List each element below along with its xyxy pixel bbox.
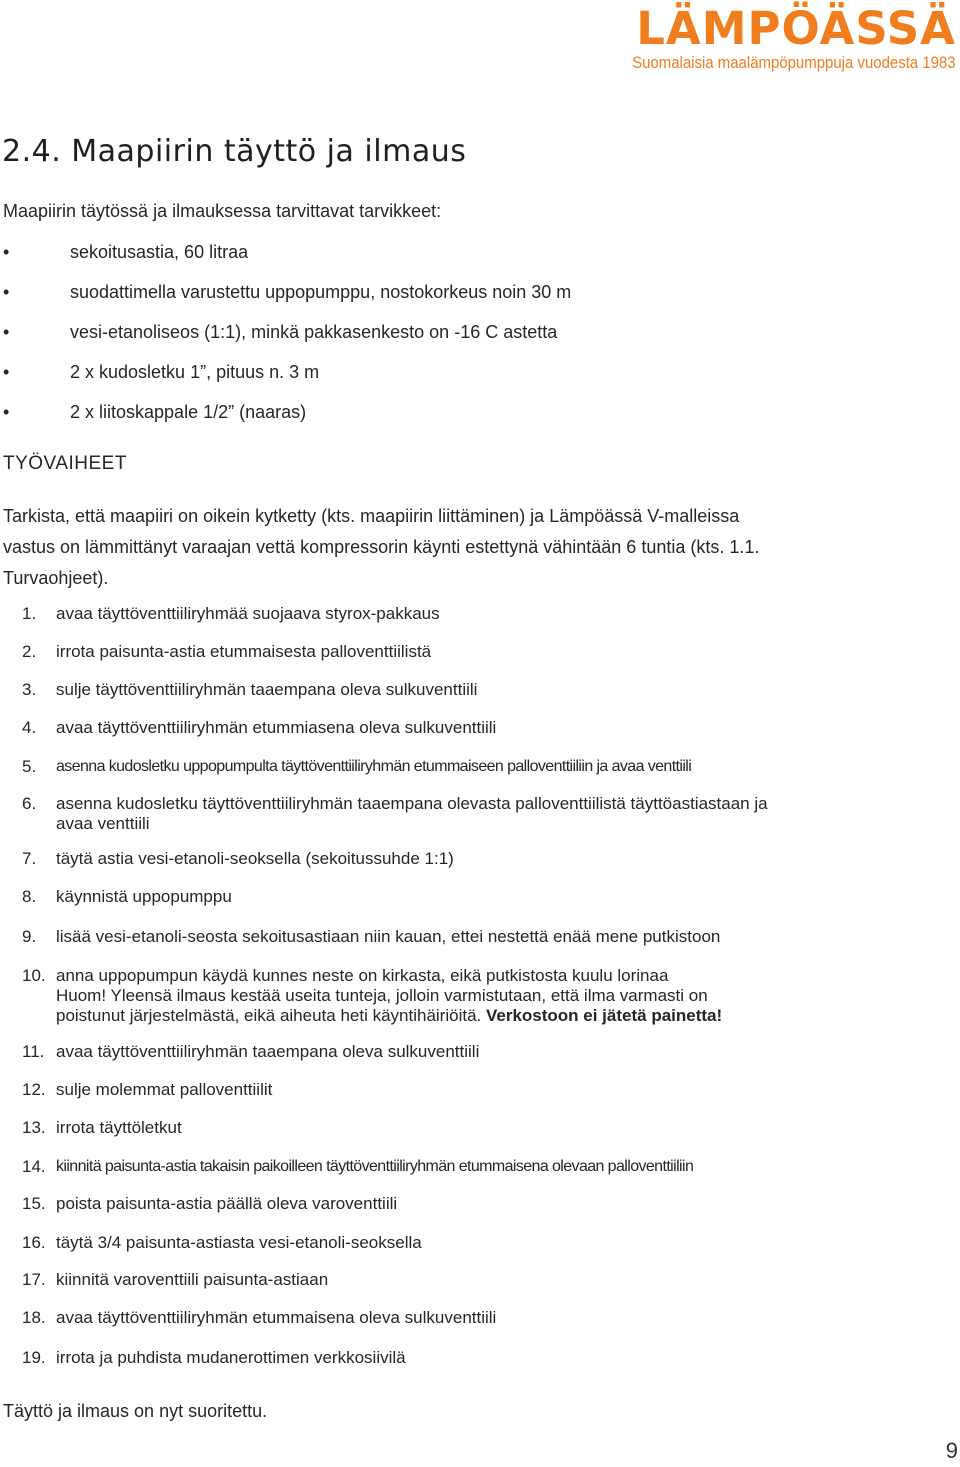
section-heading: TYÖVAIHEET bbox=[3, 453, 127, 474]
step-number: 16. bbox=[22, 1233, 46, 1252]
step-number: 12. bbox=[22, 1080, 46, 1099]
step-number: 11. bbox=[22, 1042, 45, 1061]
bullet-icon: • bbox=[3, 282, 10, 302]
step-number: 9. bbox=[22, 927, 37, 946]
bullet-icon: • bbox=[3, 322, 10, 342]
step-text: irrota ja puhdista mudanerottimen verkkosiivilä bbox=[56, 1348, 406, 1367]
step-number: 3. bbox=[22, 680, 37, 699]
step-number: 4. bbox=[22, 718, 37, 737]
step-number: 15. bbox=[22, 1194, 46, 1213]
step-text: anna uppopumpun käydä kunnes neste on kirkasta, eikä putkistosta kuulu lorinaa bbox=[56, 966, 669, 985]
supply-text: vesi-etanoliseos (1:1), minkä pakkasenkesto on -16 C astetta bbox=[70, 322, 558, 342]
logo-tagline: Suomalaisia maalämpöpumppuja vuodesta 1983 bbox=[632, 53, 956, 72]
step-text: sulje täyttöventtiiliryhmän taaempana oleva sulkuventtiili bbox=[56, 680, 478, 699]
step-warning: Verkostoon ei jätetä painetta! bbox=[485, 1006, 723, 1025]
closing-text: Täyttö ja ilmaus on nyt suoritettu. bbox=[3, 1401, 268, 1421]
step-text: kiinnitä paisunta-astia takaisin paikoilleen täyttöventtiiliryhmän etummaisena olevaan palloventtiiliin bbox=[56, 1158, 694, 1175]
bullet-icon: • bbox=[3, 242, 10, 262]
supply-text: sekoitusastia, 60 litraa bbox=[70, 242, 249, 262]
intro-paragraph: Tarkista, että maapiiri on oikein kytketty (kts. maapiirin liittäminen) ja Lämpöässä V-malleissa vastus on lämmittänyt varaajan vettä kompressorin käynti estettynä vähintään 6 tuntia (kts. 1.1. Turvaohjeet). bbox=[3, 506, 760, 588]
step-text: poista paisunta-astia päällä oleva varoventtiili bbox=[56, 1194, 398, 1213]
logo-wordmark: LÄMPÖÄSSÄ bbox=[636, 2, 956, 55]
step-number: 7. bbox=[22, 849, 37, 868]
step-number: 5. bbox=[22, 757, 37, 776]
step-text: kiinnitä varoventtiili paisunta-astiaan bbox=[56, 1270, 329, 1289]
page-number: 9 bbox=[945, 1438, 958, 1463]
supply-text: 2 x kudosletku 1”, pituus n. 3 m bbox=[70, 362, 320, 382]
step-number: 18. bbox=[22, 1308, 46, 1327]
supply-text: 2 x liitoskappale 1/2” (naaras) bbox=[70, 402, 307, 422]
bullet-icon: • bbox=[3, 362, 10, 382]
step-text: käynnistä uppopumppu bbox=[56, 887, 232, 906]
step-text: avaa täyttöventtiiliryhmää suojaava styrox-pakkaus bbox=[56, 604, 440, 623]
company-logo bbox=[588, 4, 956, 72]
step-number: 2. bbox=[22, 642, 37, 661]
step-number: 10. bbox=[22, 966, 46, 985]
step-note: Huom! Yleensä ilmaus kestää useita tunteja, jolloin varmistutaan, että ilma varmasti on poistunut järjestelmästä, eikä aiheuta heti käyntihäiriöitä. bbox=[56, 986, 708, 1025]
step-number: 6. bbox=[22, 794, 37, 813]
step-number: 8. bbox=[22, 887, 37, 906]
step-text: avaa täyttöventtiiliryhmän taaempana oleva sulkuventtiili bbox=[56, 1042, 480, 1061]
step-text: lisää vesi-etanoli-seosta sekoitusastiaan niin kauan, ettei nestettä enää mene putkistoon bbox=[56, 927, 721, 946]
bullet-icon: • bbox=[3, 402, 10, 422]
supplies-intro: Maapiirin täytössä ja ilmauksessa tarvittavat tarvikkeet: bbox=[3, 201, 442, 221]
step-number: 1. bbox=[22, 604, 37, 623]
supply-text: suodattimella varustettu uppopumppu, nostokorkeus noin 30 m bbox=[70, 282, 572, 302]
step-number: 13. bbox=[22, 1118, 46, 1137]
step-text: täytä astia vesi-etanoli-seoksella (sekoitussuhde 1:1) bbox=[56, 849, 454, 868]
page-title: 2.4. Maapiirin täyttö ja ilmaus bbox=[2, 134, 467, 169]
step-text: täytä 3/4 paisunta-astiasta vesi-etanoli-seoksella bbox=[56, 1233, 422, 1252]
step-text: sulje molemmat palloventtiilit bbox=[56, 1080, 273, 1099]
step-text: asenna kudosletku uppopumpulta täyttöventtiiliryhmän etummaiseen palloventtiiliin ja avaa venttiili bbox=[56, 758, 692, 775]
step-number: 19. bbox=[22, 1348, 46, 1367]
step-number: 17. bbox=[22, 1270, 46, 1289]
step-number: 14. bbox=[22, 1157, 46, 1176]
step-text: avaa täyttöventtiiliryhmän etummiasena oleva sulkuventtiili bbox=[56, 718, 497, 737]
step-text: asenna kudosletku täyttöventtiiliryhmän taaempana olevasta palloventtiilistä täyttöastiastaan ja avaa venttiili bbox=[56, 794, 768, 833]
step-text: irrota täyttöletkut bbox=[56, 1118, 182, 1137]
step-text: irrota paisunta-astia etummaisesta palloventtiilistä bbox=[56, 642, 432, 661]
step-text: avaa täyttöventtiiliryhmän etummaisena oleva sulkuventtiili bbox=[56, 1308, 497, 1327]
